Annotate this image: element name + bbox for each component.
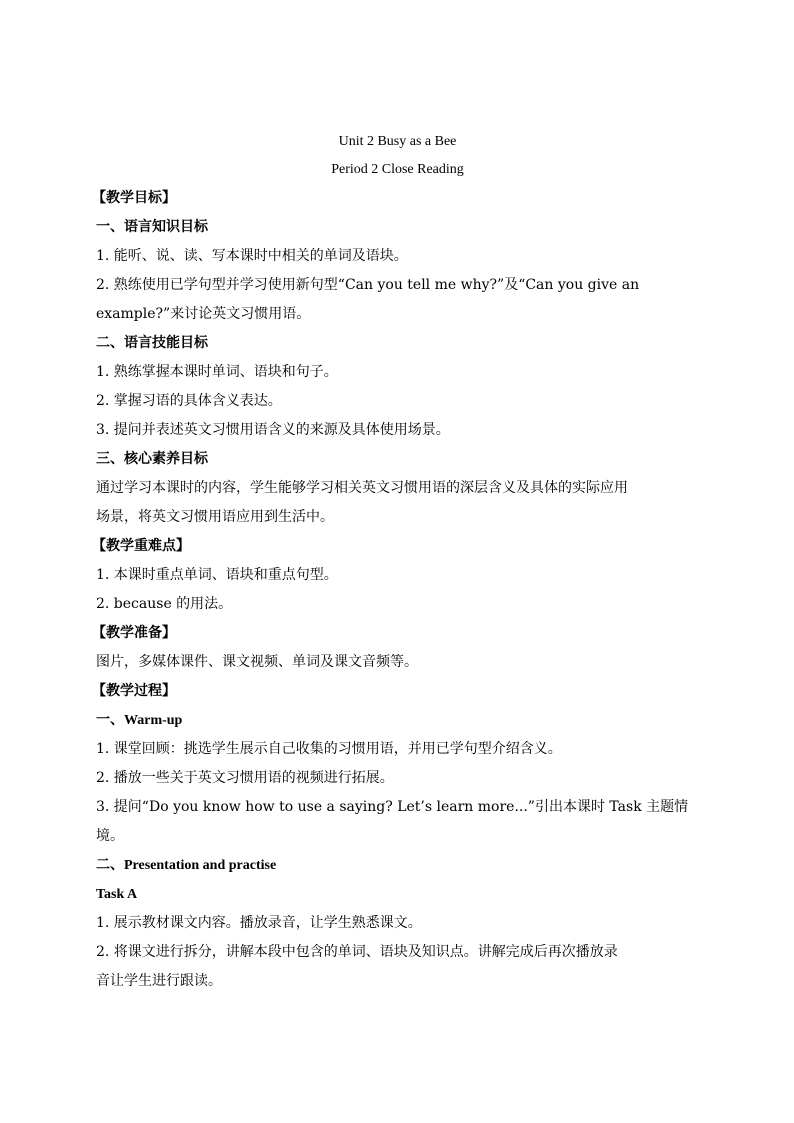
key-points-heading: 【教学重难点】 — [92, 538, 190, 554]
language-skills-item-2: 2. 掌握习语的具体含义表达。 — [96, 393, 282, 409]
language-knowledge-heading: 一、语言知识目标 — [96, 219, 208, 235]
language-knowledge-item-2: 2. 熟练使用已学句型并学习使用新句型“Can you tell me why?”及“Can you give an — [96, 277, 640, 293]
warmup-item-2: 2. 播放一些关于英文习惯用语的视频进行拓展。 — [96, 770, 394, 786]
core-literacy-line-1: 通过学习本课时的内容，学生能够学习相关英文习惯用语的深层含义及具体的实际应用 — [96, 480, 628, 496]
task-a-heading: Task A — [96, 887, 138, 902]
language-knowledge-item-2-continued: example?”来讨论英文习惯用语。 — [96, 306, 311, 322]
process-heading: 【教学过程】 — [92, 683, 176, 699]
warmup-item-1: 1. 课堂回顾：挑选学生展示自己收集的习惯用语，并用已学句型介绍含义。 — [96, 741, 562, 757]
language-skills-item-3: 3. 提问并表述英文习惯用语含义的来源及具体使用场景。 — [96, 422, 450, 438]
period-title: Period 2 Close Reading — [331, 162, 464, 177]
language-skills-item-1: 1. 熟练掌握本课时单词、语块和句子。 — [96, 364, 338, 380]
document-page — [92, 128, 699, 996]
key-points-item-1: 1. 本课时重点单词、语块和重点句型。 — [96, 567, 338, 583]
presentation-heading: 二、Presentation and practise — [96, 858, 277, 873]
task-a-item-2-continued: 音让学生进行跟读。 — [96, 973, 222, 989]
warmup-heading: 一、Warm-up — [96, 713, 183, 728]
unit-title: Unit 2 Busy as a Bee — [338, 134, 457, 149]
objectives-heading: 【教学目标】 — [92, 190, 176, 206]
core-literacy-heading: 三、核心素养目标 — [96, 451, 208, 467]
task-a-item-2: 2. 将课文进行拆分，讲解本段中包含的单词、语块及知识点。讲解完成后再次播放录 — [96, 944, 618, 960]
preparation-heading: 【教学准备】 — [92, 625, 176, 641]
language-knowledge-item-1: 1. 能听、说、读、写本课时中相关的单词及语块。 — [96, 248, 408, 264]
task-a-item-1: 1. 展示教材课文内容。播放录音，让学生熟悉课文。 — [96, 915, 422, 931]
warmup-item-3-continued: 境。 — [96, 828, 124, 844]
preparation-text: 图片，多媒体课件、课文视频、单词及课文音频等。 — [96, 654, 418, 670]
warmup-item-3: 3. 提问“Do you know how to use a saying? Let’s learn more...”引出本课时 Task 主题情 — [96, 799, 689, 815]
language-skills-heading: 二、语言技能目标 — [96, 335, 208, 351]
core-literacy-line-2: 场景，将英文习惯用语应用到生活中。 — [96, 509, 334, 525]
key-points-item-2: 2. because 的用法。 — [96, 596, 233, 612]
